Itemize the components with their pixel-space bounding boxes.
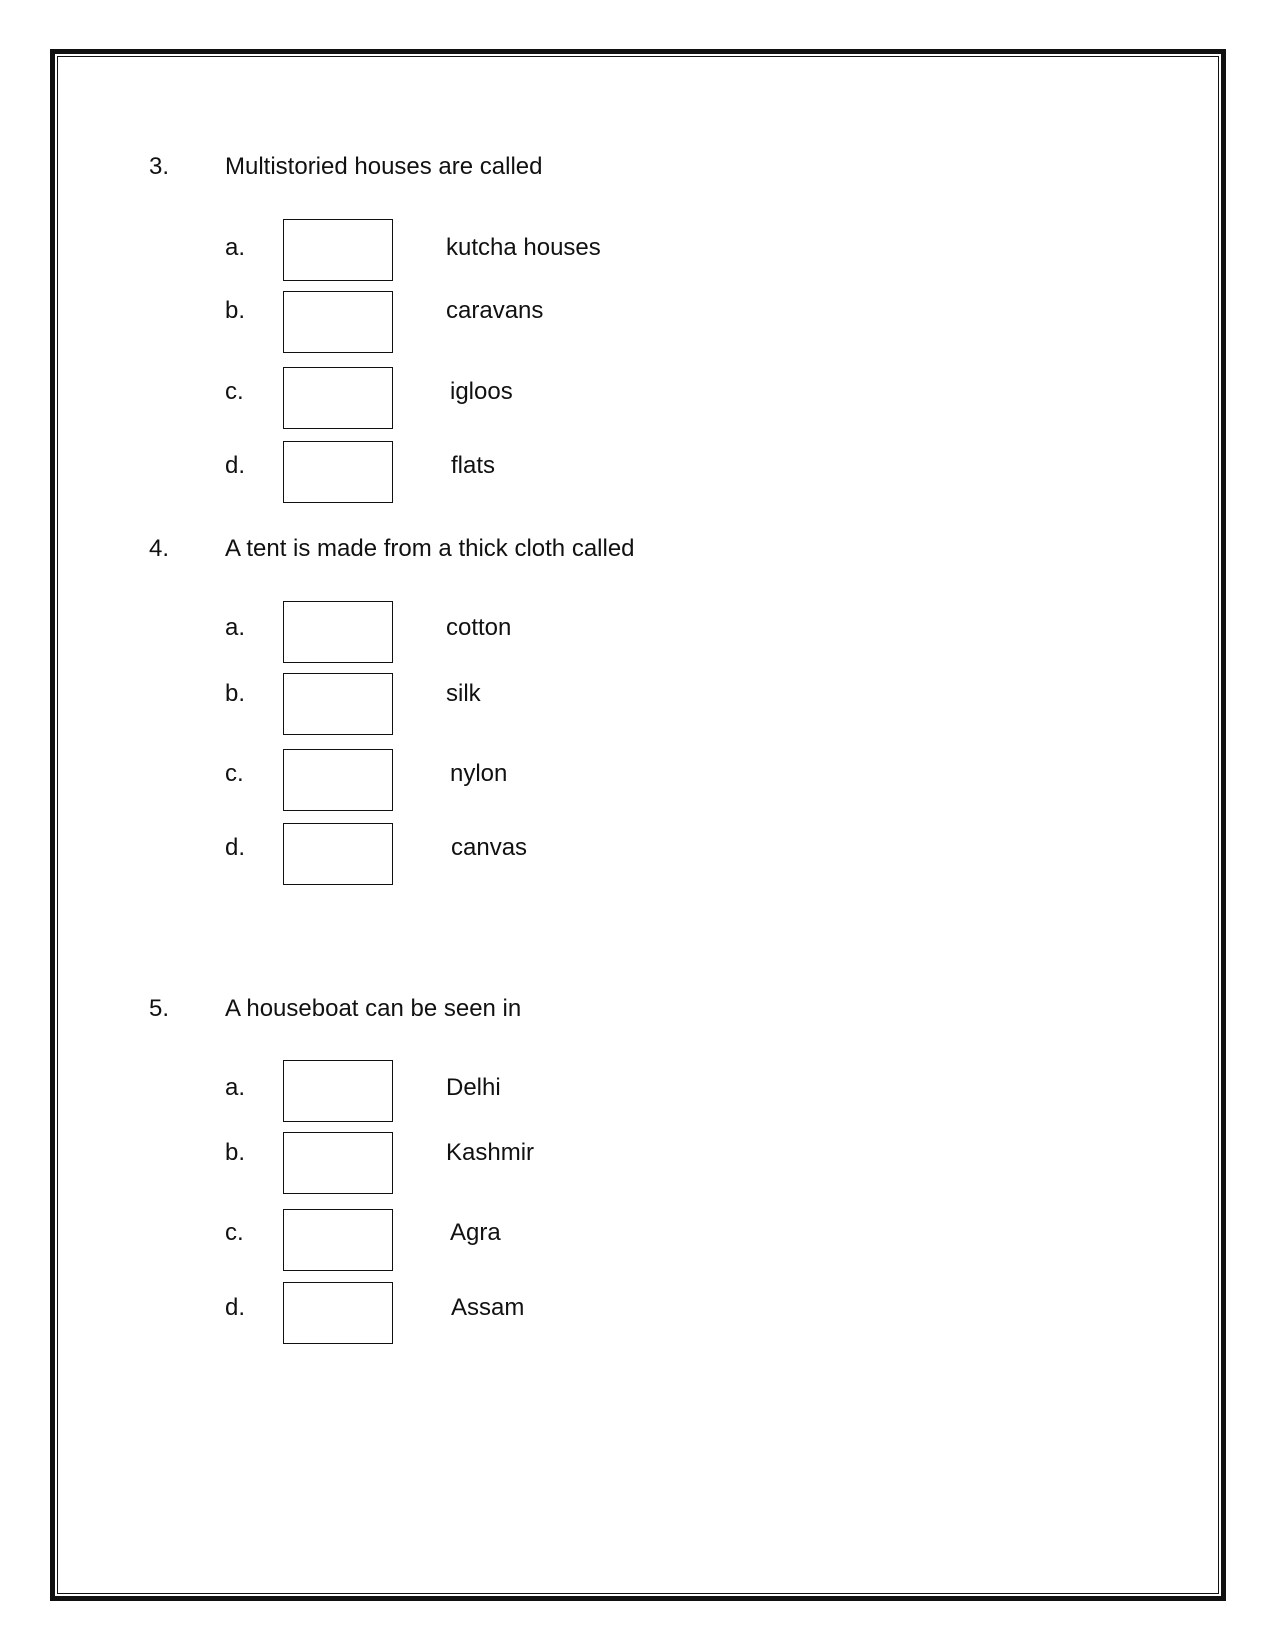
answer-checkbox[interactable] — [283, 749, 393, 811]
option-3d — [0, 441, 1275, 503]
option-text: Agra — [450, 1219, 501, 1246]
answer-checkbox[interactable] — [283, 673, 393, 735]
question-text: Multistoried houses are called — [225, 153, 543, 180]
option-text: kutcha houses — [446, 234, 601, 261]
option-4d — [0, 823, 1275, 885]
option-letter: a. — [225, 1074, 246, 1101]
answer-checkbox[interactable] — [283, 367, 393, 429]
question-number: 5. — [149, 995, 170, 1022]
option-4b — [0, 673, 1275, 735]
answer-checkbox[interactable] — [283, 823, 393, 885]
question-text: A houseboat can be seen in — [225, 995, 522, 1022]
option-letter: d. — [225, 452, 246, 479]
option-3a — [0, 219, 1275, 281]
option-letter: c. — [225, 378, 244, 405]
option-letter: a. — [225, 614, 246, 641]
option-letter: d. — [225, 834, 246, 861]
option-letter: b. — [225, 297, 246, 324]
option-letter: d. — [225, 1294, 246, 1321]
option-text: igloos — [450, 378, 513, 405]
option-text: nylon — [450, 760, 508, 787]
answer-checkbox[interactable] — [283, 601, 393, 663]
answer-checkbox[interactable] — [283, 219, 393, 281]
question-number: 4. — [149, 535, 170, 562]
answer-checkbox[interactable] — [283, 1209, 393, 1271]
option-3b — [0, 291, 1275, 353]
option-5b — [0, 1132, 1275, 1194]
option-5d — [0, 1282, 1275, 1344]
option-text: cotton — [446, 614, 512, 641]
option-letter: a. — [225, 234, 246, 261]
option-text: flats — [451, 452, 496, 479]
option-4a — [0, 601, 1275, 663]
option-5a — [0, 1060, 1275, 1122]
answer-checkbox[interactable] — [283, 1060, 393, 1122]
option-letter: b. — [225, 680, 246, 707]
option-letter: b. — [225, 1139, 246, 1166]
question-text: A tent is made from a thick cloth called — [225, 535, 635, 562]
answer-checkbox[interactable] — [283, 441, 393, 503]
option-text: canvas — [451, 834, 528, 861]
question-number: 3. — [149, 153, 170, 180]
option-5c — [0, 1209, 1275, 1271]
option-text: Assam — [451, 1294, 525, 1321]
answer-checkbox[interactable] — [283, 1132, 393, 1194]
option-text: caravans — [446, 297, 544, 324]
option-text: Delhi — [446, 1074, 501, 1101]
option-letter: c. — [225, 1219, 244, 1246]
option-3c — [0, 367, 1275, 429]
option-4c — [0, 749, 1275, 811]
answer-checkbox[interactable] — [283, 291, 393, 353]
option-text: silk — [446, 680, 481, 707]
option-text: Kashmir — [446, 1139, 535, 1166]
option-letter: c. — [225, 760, 244, 787]
answer-checkbox[interactable] — [283, 1282, 393, 1344]
